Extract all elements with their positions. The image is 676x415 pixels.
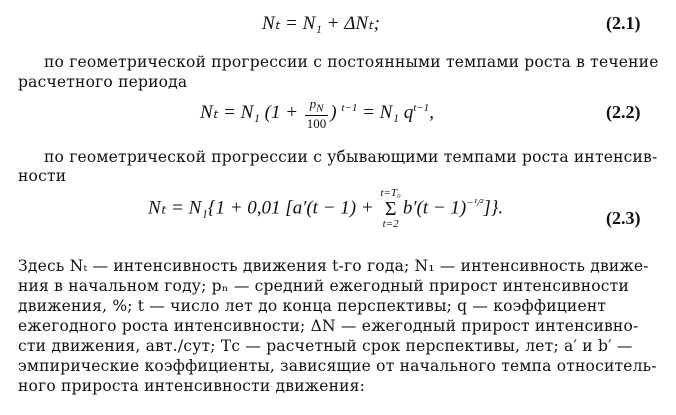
paragraph-3-line-2: ния в начальном году; pₙ — средний ежегодный прирост интенсивности [18,277,629,295]
formula-2-1-text: Nₜ = N₁ + ΔNₜ; [262,13,380,34]
paragraph-2-line-2: ности [18,167,67,185]
paragraph-1-line-1: по геометрической прогрессии с постоянными темпами роста в течение [44,53,659,71]
equation-number-2-1: (2.1) [606,13,641,33]
formula-2-2: Nₜ = N₁ (1 + $\frac{p_N}{100}$ ) $^{t-1}$ = N₁ $q^{t-1}$, [200,96,434,131]
formula-2-1 [262,12,380,35]
summation: t=T₀ Σ t=2 [380,187,401,230]
paragraph-2-line-1: по геометрической прогрессии с убывающими темпами роста интенсив- [44,148,658,166]
paragraph-3-line-3: движения, %; t — число лет до конца перспективы; q — коэффициент [18,297,607,315]
equation-number-2-2: (2.2) [606,102,641,122]
paragraph-3-line-5: сти движения, авт./сут; Tс — расчетный срок перспективы, лет; a′ и b′ — [18,337,633,355]
paragraph-3-line-7: ного прироста интенсивности движения: [18,377,366,395]
fraction-pn-over-100: $\frac{p_N}{100}$ [306,96,327,131]
equation-number-2-3: (2.3) [606,208,641,228]
paragraph-1-line-2: расчетного периода [18,73,188,91]
paragraph-3-line-1: Здесь Nₜ — интенсивность движения t-го года; N₁ — интенсивность движе- [18,257,649,275]
paragraph-3-line-4: ежегодного роста интенсивности; ΔN — ежегодный прирост интенсивно- [18,317,639,335]
formula-2-3: Nₜ = N₁{1 + 0,01 [a′(t − 1) + t=T₀ Σ t=2 $b'(t - 1)^{-^1/^2}$]}. [148,187,504,230]
paragraph-3-line-6: эмпирические коэффициенты, зависящие от начального темпа относитель- [18,357,657,375]
